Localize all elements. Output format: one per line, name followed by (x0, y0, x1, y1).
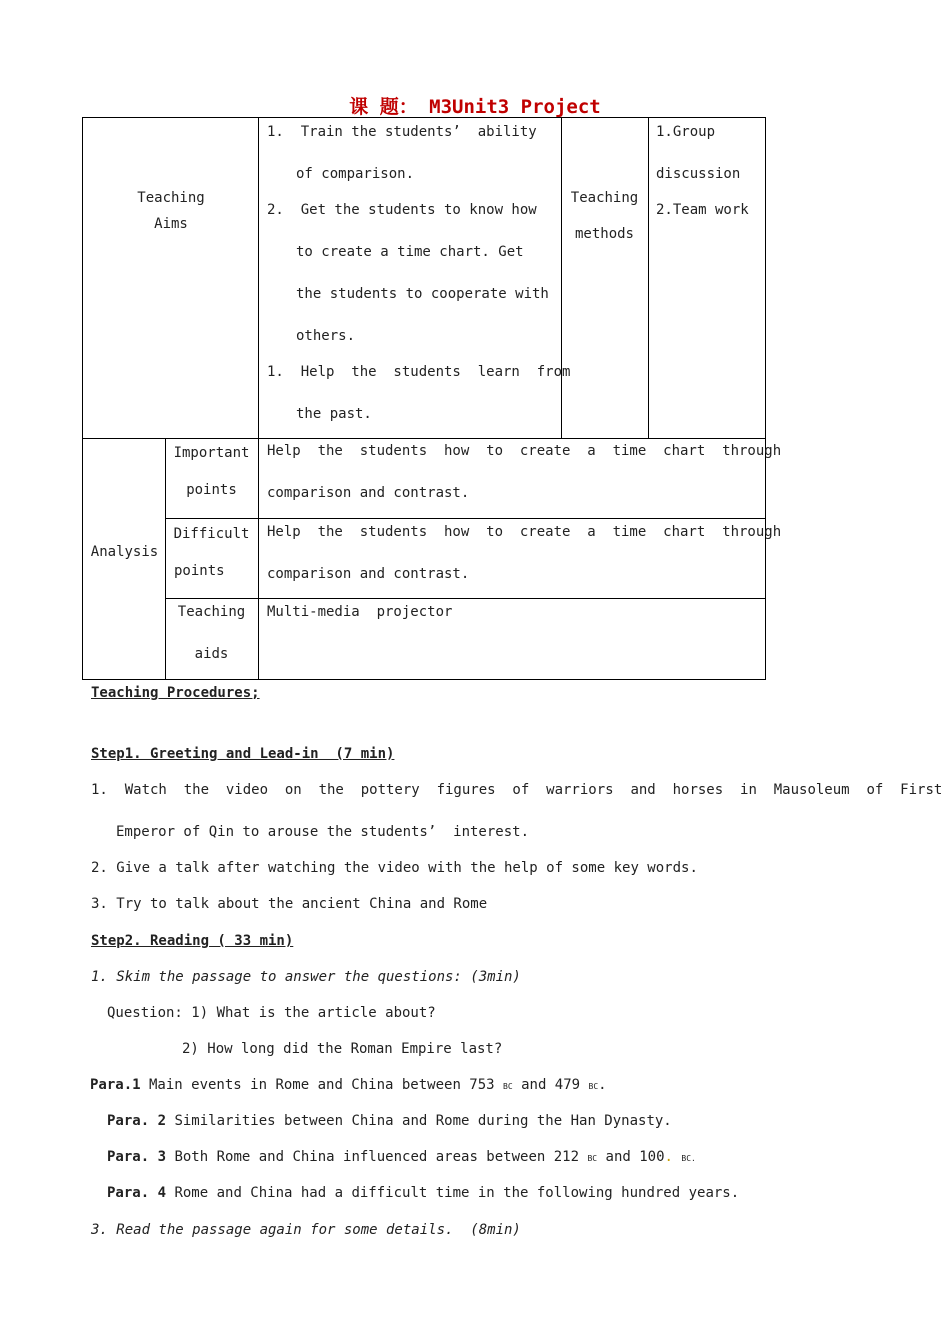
aids-label-cell (165, 598, 259, 680)
row-label-line: Important (173, 445, 250, 461)
aims-line: 1. Train the students’ ability (267, 124, 537, 140)
row-label-line: points (186, 482, 237, 498)
para-label: Para. 4 (107, 1185, 167, 1201)
aims-line: 2. Get the students to know how (267, 202, 537, 218)
para-text: and 100 (597, 1149, 665, 1165)
methods-line: discussion (656, 166, 741, 182)
aims-line: to create a time chart. Get (296, 244, 524, 260)
para-item (107, 1113, 672, 1129)
row-content-line: comparison and contrast. (267, 566, 470, 582)
methods-label-cell (561, 117, 649, 439)
step2-heading: Step2. Reading ( 33 min) (91, 933, 294, 949)
para-era: BC (503, 1082, 513, 1091)
row-content-line: Help the students how to create a time chart through (267, 443, 782, 459)
page-title: 课 题： M3Unit3 Project (349, 96, 601, 118)
aims-label-cell (82, 117, 259, 439)
aims-line: of comparison. (296, 166, 415, 182)
methods-label-line: methods (574, 226, 634, 242)
para-text: Main events in Rome and China between 753 (140, 1077, 504, 1093)
para-item: Para. 3 Both Rome and China influenced areas between 212 BC and 100. BC. (107, 1149, 696, 1165)
methods-content-cell (648, 117, 766, 439)
para-era: BC. (681, 1154, 696, 1163)
para-text: Both Rome and China influenced areas between 212 (166, 1149, 588, 1165)
aims-line: 1. Help the students learn from (267, 364, 571, 380)
difficult-content-cell (258, 518, 782, 599)
row-label-line: aids (194, 646, 229, 662)
aims-line: the past. (296, 406, 372, 422)
row-label-line: points (174, 563, 225, 579)
para-item (107, 1185, 739, 1201)
question-1: Question: 1) What is the article about? (107, 1005, 436, 1021)
step1-item: 1. Watch the video on the pottery figures of warriors and horses in Mausoleum of First (91, 782, 943, 798)
difficult-label-cell (165, 518, 259, 599)
aids-content-cell (258, 598, 766, 680)
important-content-cell (258, 438, 782, 519)
question-2: 2) How long did the Roman Empire last? (182, 1041, 503, 1057)
methods-label-line: Teaching (570, 190, 639, 206)
para-text: Similarities between China and Rome during the Han Dynasty. (166, 1113, 672, 1129)
read-again-instruction: 3. Read the passage again for some details. (8min) (91, 1222, 521, 1238)
para-label: Para. 3 (107, 1149, 167, 1165)
step1-item: 3. Try to talk about the ancient China and Rome (91, 896, 488, 912)
methods-line: 1.Group (656, 124, 716, 140)
row-content-line: Help the students how to create a time chart through (267, 524, 782, 540)
para-era: BC (587, 1154, 598, 1163)
aims-content-cell (258, 117, 571, 439)
procedures-heading: Teaching Procedures; (91, 685, 260, 701)
aims-label-line: Teaching (137, 190, 205, 206)
para-text: and 479 (512, 1077, 589, 1093)
row-label-line: Teaching (177, 604, 246, 620)
step1-item: Emperor of Qin to arouse the students’ interest. (116, 824, 530, 840)
para-text: Rome and China had a difficult time in the following hundred years. (166, 1185, 740, 1201)
aims-label-line: Aims (154, 216, 188, 232)
skim-instruction: 1. Skim the passage to answer the questions: (3min) (91, 969, 521, 985)
analysis-label: Analysis (90, 544, 159, 560)
para-label: Para. 2 (107, 1113, 167, 1129)
para-label: Para.1 (90, 1077, 141, 1093)
para-item (90, 1077, 607, 1093)
row-content-line: Multi-media projector (267, 604, 453, 620)
para-text: . (598, 1077, 607, 1093)
step1-item: 2. Give a talk after watching the video with the help of some key words. (91, 860, 698, 876)
para-era: BC (588, 1082, 599, 1091)
step1-heading: Step1. Greeting and Lead-in (7 min) (91, 746, 395, 762)
row-label-line: Difficult (173, 526, 250, 542)
important-label-cell (165, 438, 259, 519)
analysis-label-cell (82, 438, 166, 680)
methods-line: 2.Team work (656, 202, 749, 218)
aims-line: the students to cooperate with (296, 286, 549, 302)
row-content-line: comparison and contrast. (267, 485, 470, 501)
aims-line: others. (296, 328, 356, 344)
